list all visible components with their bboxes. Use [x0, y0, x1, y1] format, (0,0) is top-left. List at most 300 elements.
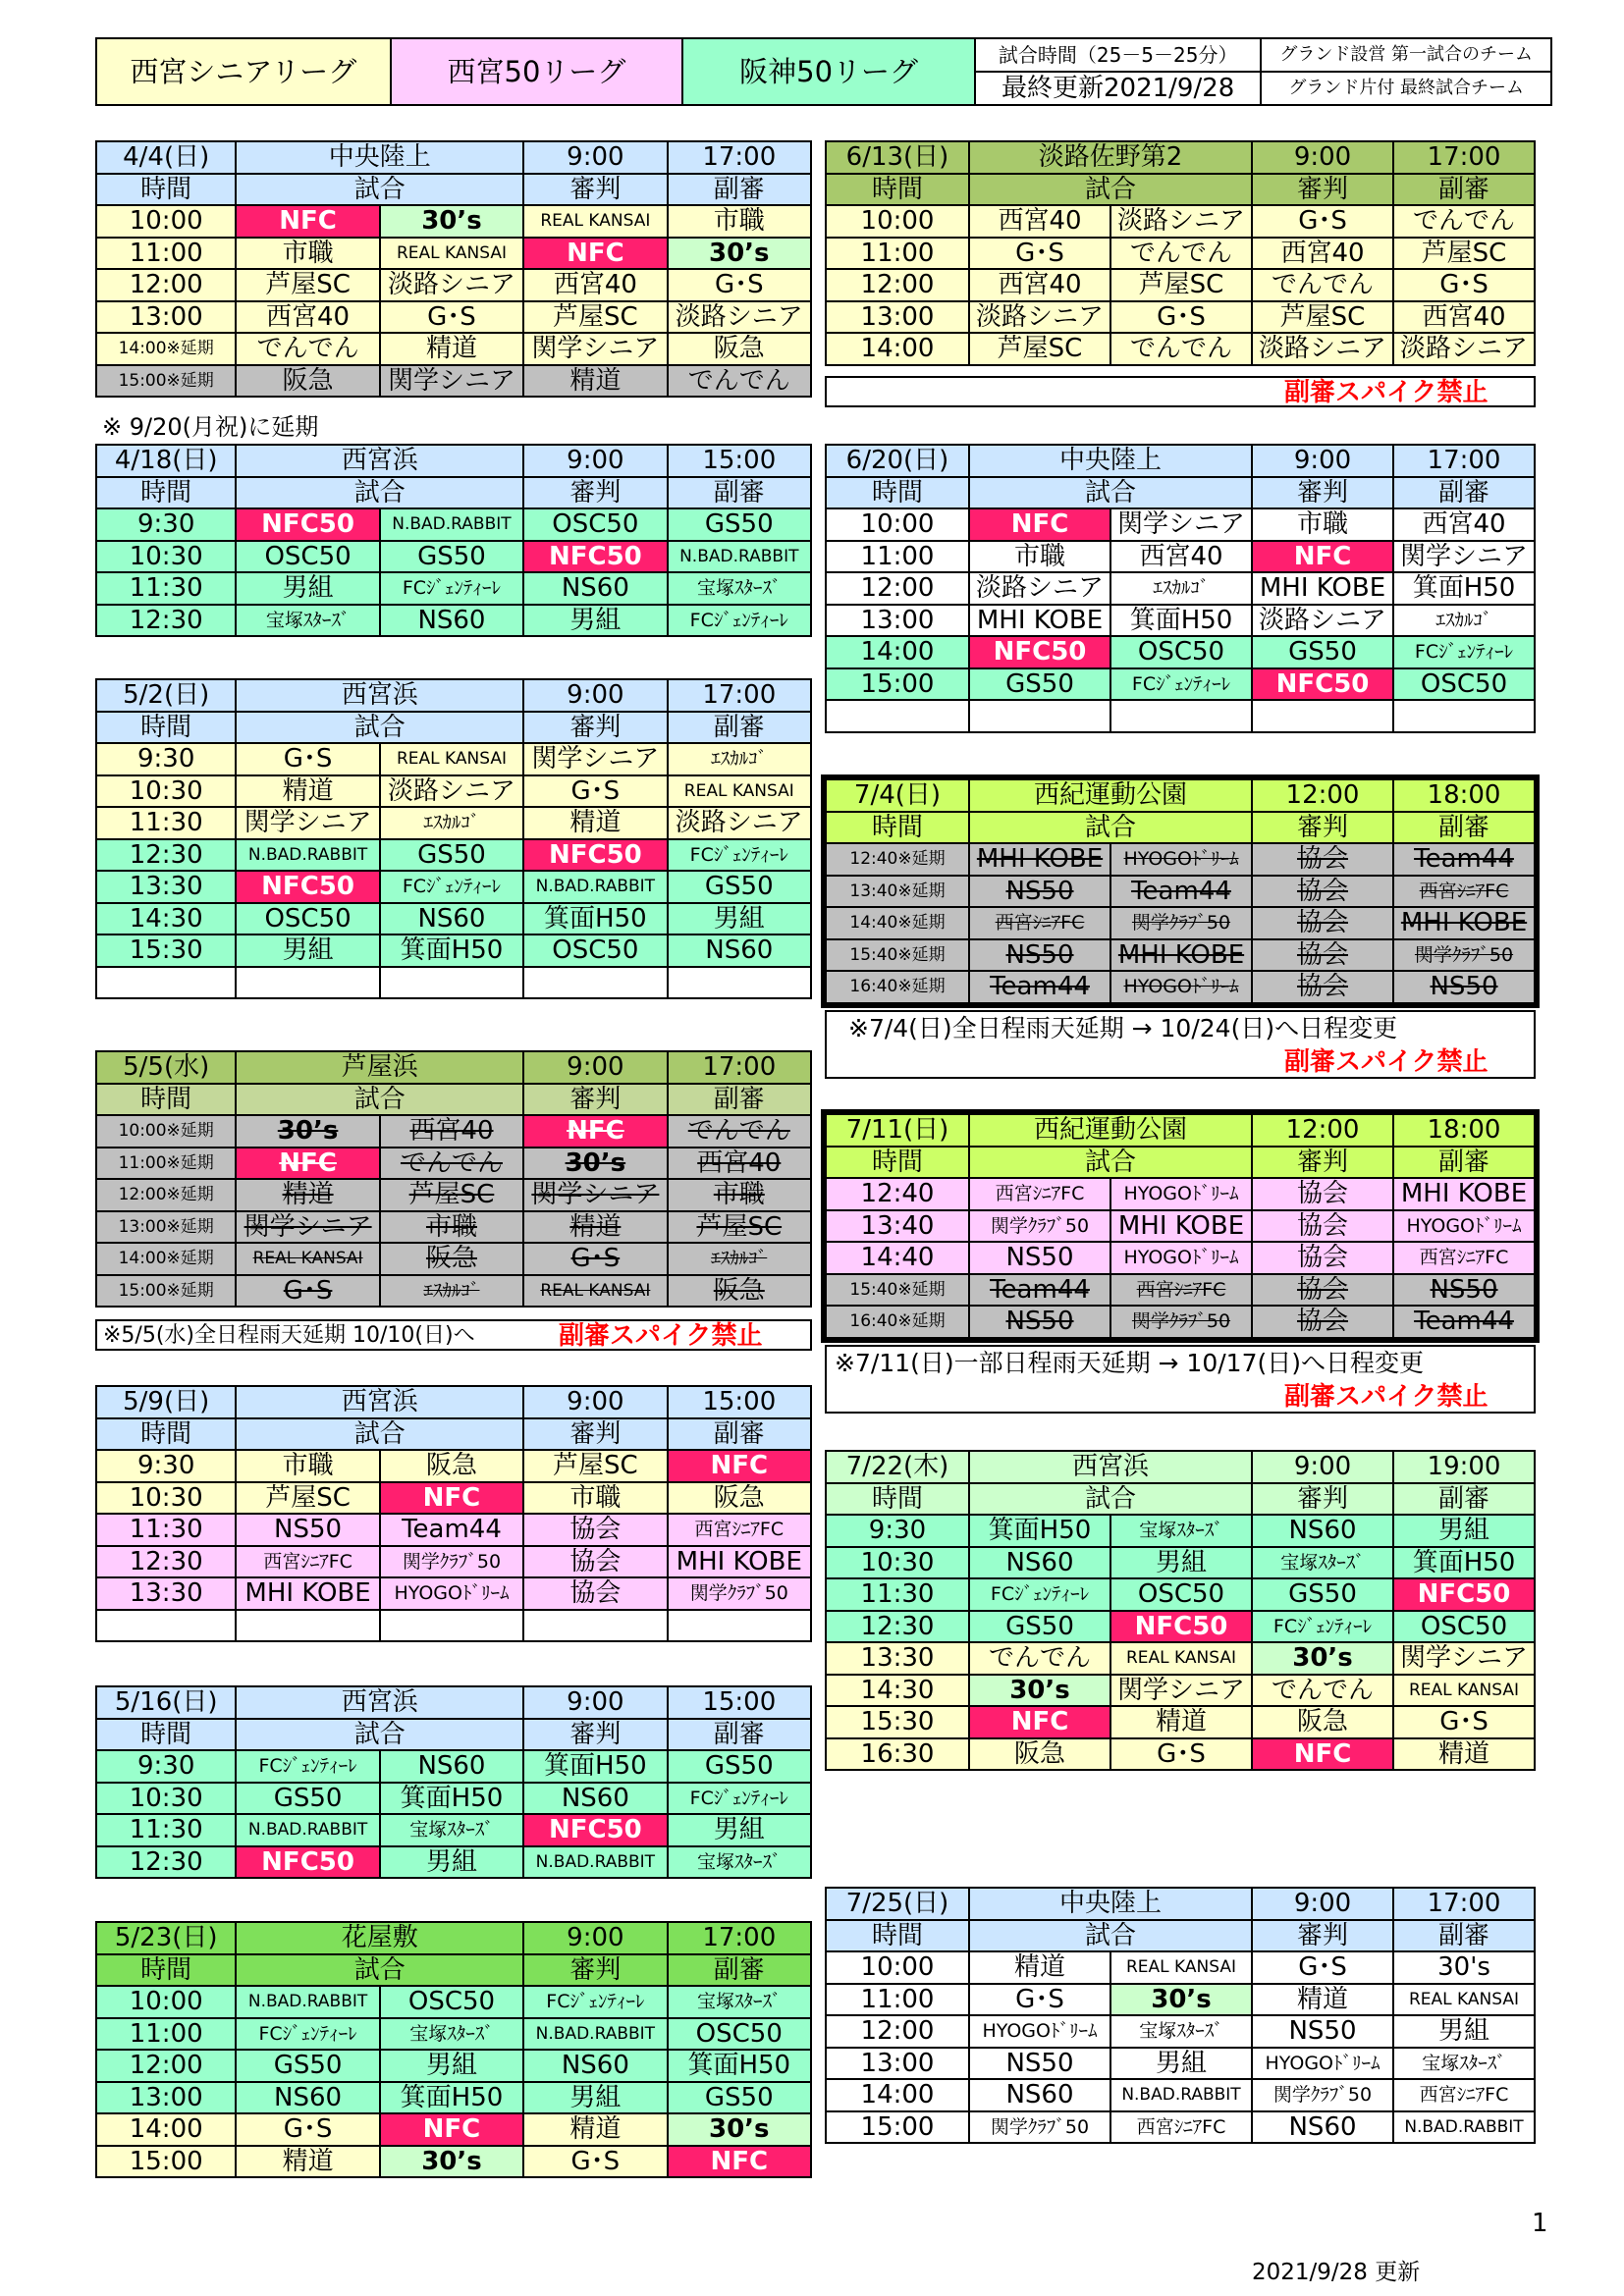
referee-cell: N.BAD.RABBIT [523, 871, 667, 903]
legend-table [95, 37, 1552, 106]
footer-updated: 2021/9/28 更新 [1252, 2260, 1421, 2285]
team-b-cell: 阪急 [380, 1243, 523, 1275]
time-cell: 12:40※延期 [826, 843, 969, 876]
team-b-cell: 関学ｸﾗﾌﾞ50 [1110, 1306, 1252, 1338]
time-cell: 9:30 [826, 1515, 969, 1547]
team-a-cell: 関学シニア [236, 1211, 379, 1244]
assistant-cell: 関学ｸﾗﾌﾞ50 [1393, 939, 1535, 972]
team-a-cell: 芦屋SC [236, 1482, 379, 1515]
assistant-cell: 阪急 [668, 1482, 811, 1515]
start-time: 9:00 [1252, 141, 1393, 174]
table-row [826, 1178, 1535, 1210]
referee-cell: G･S [523, 775, 667, 808]
referee-cell: NS60 [1252, 2111, 1393, 2144]
time-cell [96, 967, 236, 999]
time-cell: 13:00 [826, 2048, 969, 2080]
team-a-cell: N.BAD.RABBIT [236, 839, 379, 872]
table-row [96, 2018, 811, 2051]
start-time: 9:00 [1252, 1888, 1393, 1920]
match-time-label: 試合時間（25－5－25分） [975, 38, 1261, 72]
time-cell: 14:00 [826, 333, 969, 365]
assistant-cell: ｴｽｶﾙｺﾞ [668, 743, 811, 775]
team-b-cell: 関学シニア [1110, 508, 1252, 541]
referee-cell: OSC50 [523, 508, 667, 541]
team-b-cell: 関学シニア [380, 365, 523, 398]
team-a-cell: G･S [969, 238, 1110, 270]
team-b-cell: HYOGOﾄﾞﾘｰﾑ [1110, 1178, 1252, 1210]
team-a-cell: NS60 [236, 2082, 379, 2114]
col-referee-label: 審判 [523, 1719, 667, 1751]
assistant-cell: GS50 [668, 2082, 811, 2114]
table-row [96, 1115, 811, 1148]
schedule-date: 7/4(日) [826, 779, 969, 812]
table-row [96, 1814, 811, 1846]
team-b-cell: REAL KANSAI [1110, 1951, 1252, 1984]
time-cell: 14:00 [826, 636, 969, 668]
team-b-cell: G･S [380, 301, 523, 334]
col-match-label: 試合 [236, 174, 523, 206]
team-b-cell: 芦屋SC [1110, 269, 1252, 301]
team-a-cell: GS50 [969, 668, 1110, 701]
schedule-0516 [95, 1685, 812, 1879]
team-b-cell: 精道 [380, 333, 523, 365]
time-cell: 13:00※延期 [96, 1211, 236, 1244]
team-a-cell: NFC50 [236, 1846, 379, 1879]
assistant-cell: 宝塚ｽﾀｰｽﾞ [1393, 2048, 1535, 2080]
team-b-cell: 西宮40 [380, 1115, 523, 1148]
team-b-cell: 淡路シニア [380, 269, 523, 301]
team-a-cell: NS60 [969, 1547, 1110, 1579]
end-time: 17:00 [668, 141, 811, 174]
assistant-cell: G･S [1393, 1706, 1535, 1738]
time-cell: 10:30 [96, 775, 236, 808]
team-b-cell: N.BAD.RABBIT [1110, 2079, 1252, 2111]
team-a-cell: MHI KOBE [969, 605, 1110, 637]
referee-cell: 協会 [1252, 1210, 1393, 1243]
referee-cell: でんでん [1252, 269, 1393, 301]
table-row [96, 1986, 811, 2018]
table-row [96, 269, 811, 301]
time-cell: 15:00 [96, 2146, 236, 2178]
referee-cell: GS50 [1252, 1578, 1393, 1611]
schedule-0404 [95, 140, 812, 398]
col-time-label: 時間 [96, 477, 236, 509]
table-row [96, 1450, 811, 1482]
time-cell: 13:00 [96, 301, 236, 334]
spike-ban-0613: 副審スパイク禁止 [1284, 378, 1489, 407]
row-spike-0613 [825, 376, 1536, 407]
assistant-cell: でんでん [1393, 205, 1535, 238]
col-referee-label: 審判 [523, 1084, 667, 1116]
team-a-cell: GS50 [236, 2050, 379, 2082]
assistant-cell: NS50 [1393, 1274, 1535, 1307]
schedule-venue: 西宮浜 [969, 1451, 1252, 1483]
referee-cell: 協会 [1252, 876, 1393, 908]
team-a-cell [236, 1610, 379, 1642]
table-row [96, 605, 811, 637]
table-row [826, 2015, 1535, 2048]
team-b-cell: 箕面H50 [380, 934, 523, 967]
team-a-cell: 市職 [236, 238, 379, 270]
team-b-cell: でんでん [380, 1148, 523, 1180]
start-time: 9:00 [523, 1686, 667, 1719]
referee-cell: NS50 [1252, 2015, 1393, 2048]
time-cell: 15:00 [826, 2111, 969, 2144]
referee-cell: 協会 [1252, 971, 1393, 1003]
referee-cell: NS60 [523, 2050, 667, 2082]
time-cell: 16:30 [826, 1738, 969, 1771]
referee-cell: NFC50 [1252, 668, 1393, 701]
col-match-label: 試合 [236, 1418, 523, 1451]
end-time: 15:00 [668, 1686, 811, 1719]
team-b-cell: 淡路シニア [380, 775, 523, 808]
schedule-0505 [95, 1050, 812, 1308]
table-row [96, 2113, 811, 2146]
team-a-cell: 30’s [236, 1115, 379, 1148]
page-number: 1 [1532, 2209, 1548, 2238]
team-a-cell: 西宮40 [969, 269, 1110, 301]
team-b-cell: 西宮40 [1110, 541, 1252, 573]
team-b-cell: NFC [380, 1482, 523, 1515]
table-row [826, 238, 1535, 270]
table-row [826, 1306, 1535, 1338]
schedule-venue: 西宮浜 [236, 1386, 523, 1418]
team-b-cell: ｴｽｶﾙｺﾞ [380, 807, 523, 839]
assistant-cell: 西宮ｼﾆｱFC [668, 1514, 811, 1546]
team-b-cell: 宝塚ｽﾀｰｽﾞ [1110, 1515, 1252, 1547]
team-a-cell: 箕面H50 [969, 1515, 1110, 1547]
col-assistant-label: 副審 [1393, 812, 1535, 844]
referee-cell: N.BAD.RABBIT [523, 2018, 667, 2051]
assistant-cell: NFC [668, 2146, 811, 2178]
assistant-cell: 西宮40 [1393, 508, 1535, 541]
team-b-cell: 箕面H50 [380, 1783, 523, 1815]
team-a-cell: G･S [236, 743, 379, 775]
time-cell: 15:00※延期 [96, 365, 236, 398]
referee-cell: NFC50 [523, 839, 667, 872]
table-row [826, 1951, 1535, 1984]
time-cell: 10:30 [826, 1547, 969, 1579]
col-time-label: 時間 [826, 812, 969, 844]
time-cell: 10:00 [826, 205, 969, 238]
table-row [826, 2048, 1535, 2080]
schedule-venue: 中央陸上 [969, 1888, 1252, 1920]
col-match-label: 試合 [969, 174, 1252, 206]
assistant-cell: MHI KOBE [668, 1546, 811, 1578]
team-b-cell: HYOGOﾄﾞﾘｰﾑ [1110, 971, 1252, 1003]
col-time-label: 時間 [826, 174, 969, 206]
time-cell [826, 700, 969, 732]
table-row [826, 971, 1535, 1003]
time-cell: 10:00 [826, 508, 969, 541]
team-b-cell [1110, 700, 1252, 732]
cleanup-label: グランド片付 最終試合チーム [1261, 72, 1551, 105]
team-a-cell: MHI KOBE [236, 1577, 379, 1610]
time-cell: 13:40 [826, 1210, 969, 1243]
team-b-cell: NS60 [380, 605, 523, 637]
time-cell: 11:30 [96, 1814, 236, 1846]
table-row [96, 1275, 811, 1308]
team-b-cell: ｴｽｶﾙｺﾞ [1110, 572, 1252, 605]
team-a-cell: 西宮40 [236, 301, 379, 334]
team-a-cell: OSC50 [236, 903, 379, 935]
schedule-date: 4/4(日) [96, 141, 236, 174]
team-a-cell: 西宮ｼﾆｱFC [969, 1178, 1110, 1210]
assistant-cell [1393, 700, 1535, 732]
schedule-date: 5/5(水) [96, 1051, 236, 1084]
schedule-date: 5/9(日) [96, 1386, 236, 1418]
table-row [96, 967, 811, 999]
time-cell: 10:00※延期 [96, 1115, 236, 1148]
table-row [826, 1578, 1535, 1611]
assistant-cell: OSC50 [668, 2018, 811, 2051]
col-assistant-label: 副審 [668, 1719, 811, 1751]
time-cell: 12:00 [826, 2015, 969, 2048]
team-a-cell: 市職 [969, 541, 1110, 573]
schedule-0502 [95, 678, 812, 999]
time-cell: 11:00 [96, 2018, 236, 2051]
referee-cell [1252, 700, 1393, 732]
table-row [96, 839, 811, 872]
schedule-date: 5/23(日) [96, 1922, 236, 1954]
time-cell: 15:00※延期 [96, 1275, 236, 1308]
referee-cell: 関学ｸﾗﾌﾞ50 [1252, 2079, 1393, 2111]
table-row [826, 700, 1535, 732]
time-cell: 14:30 [826, 1675, 969, 1707]
referee-cell: NFC [523, 238, 667, 270]
start-time: 9:00 [523, 141, 667, 174]
team-b-cell: Team44 [380, 1514, 523, 1546]
assistant-cell: 市職 [668, 1179, 811, 1211]
time-cell: 10:00 [96, 205, 236, 238]
assistant-cell: でんでん [668, 1115, 811, 1148]
col-assistant-label: 副審 [668, 1954, 811, 1987]
table-row [96, 934, 811, 967]
schedule-0704 [825, 778, 1536, 1004]
referee-cell: NFC50 [523, 1814, 667, 1846]
assistant-cell: 芦屋SC [668, 1211, 811, 1244]
referee-cell: 協会 [1252, 1242, 1393, 1274]
team-b-cell: 関学ｸﾗﾌﾞ50 [380, 1546, 523, 1578]
referee-cell [523, 967, 667, 999]
assistant-cell: 30’s [668, 2113, 811, 2146]
team-a-cell: 30’s [969, 1675, 1110, 1707]
referee-cell: 男組 [523, 2082, 667, 2114]
table-row [826, 1642, 1535, 1675]
table-row [826, 907, 1535, 939]
time-cell: 16:40※延期 [826, 971, 969, 1003]
team-a-cell: NS50 [969, 1242, 1110, 1274]
table-row [96, 205, 811, 238]
table-row [96, 1211, 811, 1244]
table-row [96, 1514, 811, 1546]
team-b-cell: REAL KANSAI [380, 743, 523, 775]
assistant-cell: 宝塚ｽﾀｰｽﾞ [668, 1846, 811, 1879]
assistant-cell: 箕面H50 [668, 2050, 811, 2082]
schedule-0620 [825, 444, 1536, 733]
schedule-0613 [825, 140, 1536, 366]
time-cell: 13:40※延期 [826, 876, 969, 908]
assistant-cell: 西宮ｼﾆｱFC [1393, 2079, 1535, 2111]
start-time: 12:00 [1252, 1114, 1393, 1147]
schedule-date: 6/20(日) [826, 445, 969, 477]
table-row [96, 1783, 811, 1815]
col-time-label: 時間 [826, 1920, 969, 1952]
team-b-cell: GS50 [380, 839, 523, 872]
start-time: 12:00 [1252, 779, 1393, 812]
assistant-cell: 市職 [668, 205, 811, 238]
end-time: 17:00 [668, 1051, 811, 1084]
assistant-cell: GS50 [668, 1750, 811, 1783]
table-row [826, 1611, 1535, 1643]
spike-ban-0505: 副審スパイク禁止 [559, 1321, 763, 1351]
team-b-cell [380, 967, 523, 999]
col-assistant-label: 副審 [1393, 1147, 1535, 1179]
assistant-cell: 関学シニア [1393, 541, 1535, 573]
col-time-label: 時間 [96, 1084, 236, 1116]
time-cell: 11:00 [826, 238, 969, 270]
end-time: 17:00 [668, 1922, 811, 1954]
assistant-cell: 男組 [668, 903, 811, 935]
team-a-cell: NS50 [969, 939, 1110, 972]
team-a-cell: NS50 [969, 2048, 1110, 2080]
time-cell: 11:00※延期 [96, 1148, 236, 1180]
time-cell: 14:00※延期 [96, 333, 236, 365]
team-a-cell: NFC [236, 205, 379, 238]
assistant-cell: 西宮ｼﾆｱFC [1393, 1242, 1535, 1274]
team-b-cell: 阪急 [380, 1450, 523, 1482]
schedule-0523 [95, 1921, 812, 2178]
referee-cell [523, 1610, 667, 1642]
assistant-cell: 淡路シニア [668, 301, 811, 334]
time-cell: 14:00※延期 [96, 1243, 236, 1275]
team-a-cell: 西宮ｼﾆｱFC [236, 1546, 379, 1578]
time-cell: 10:30 [96, 1482, 236, 1515]
team-a-cell: でんでん [969, 1642, 1110, 1675]
end-time: 17:00 [1393, 141, 1535, 174]
team-b-cell: NFC50 [1110, 1611, 1252, 1643]
time-cell: 9:30 [96, 1450, 236, 1482]
team-a-cell: 阪急 [236, 365, 379, 398]
time-cell: 14:00 [96, 2113, 236, 2146]
referee-cell: 西宮40 [1252, 238, 1393, 270]
referee-cell: NFC [1252, 541, 1393, 573]
referee-cell: NS60 [523, 1783, 667, 1815]
table-row [826, 636, 1535, 668]
referee-cell: 淡路シニア [1252, 333, 1393, 365]
time-cell: 14:30 [96, 903, 236, 935]
referee-cell: 協会 [1252, 939, 1393, 972]
table-row [826, 1547, 1535, 1579]
team-a-cell: NFC [969, 1706, 1110, 1738]
team-b-cell: FCｼﾞｪﾝﾃｨｰﾚ [1110, 668, 1252, 701]
time-cell: 13:00 [826, 301, 969, 334]
referee-cell: 精道 [523, 807, 667, 839]
referee-cell: 阪急 [1252, 1706, 1393, 1738]
time-cell: 12:00 [96, 2050, 236, 2082]
assistant-cell: ｴｽｶﾙｺﾞ [668, 1243, 811, 1275]
col-referee-label: 審判 [523, 477, 667, 509]
assistant-cell: 淡路シニア [668, 807, 811, 839]
team-b-cell: NS60 [380, 903, 523, 935]
table-row [826, 541, 1535, 573]
schedule-date: 6/13(日) [826, 141, 969, 174]
col-time-label: 時間 [826, 1483, 969, 1516]
time-cell: 13:30 [826, 1642, 969, 1675]
end-time: 17:00 [1393, 445, 1535, 477]
team-b-cell: Team44 [1110, 876, 1252, 908]
spike-ban-0704: 副審スパイク禁止 [1284, 1047, 1489, 1077]
team-b-cell: OSC50 [380, 1986, 523, 2018]
time-cell: 15:30 [96, 934, 236, 967]
team-b-cell [380, 1610, 523, 1642]
assistant-cell: ｴｽｶﾙｺﾞ [1393, 605, 1535, 637]
col-assistant-label: 副審 [668, 1418, 811, 1451]
team-a-cell: 宝塚ｽﾀｰｽﾞ [236, 605, 379, 637]
assistant-cell: 箕面H50 [1393, 1547, 1535, 1579]
assistant-cell: 関学シニア [1393, 1642, 1535, 1675]
table-row [826, 668, 1535, 701]
team-a-cell: OSC50 [236, 541, 379, 573]
assistant-cell: 30’s [668, 238, 811, 270]
time-cell: 15:40※延期 [826, 939, 969, 972]
referee-cell: 箕面H50 [523, 903, 667, 935]
table-row [96, 775, 811, 808]
team-b-cell: ｴｽｶﾙｺﾞ [380, 1275, 523, 1308]
assistant-cell: NFC [668, 1450, 811, 1482]
col-match-label: 試合 [969, 812, 1252, 844]
team-a-cell: 市職 [236, 1450, 379, 1482]
team-a-cell: G･S [969, 1984, 1110, 2016]
referee-cell: MHI KOBE [1252, 572, 1393, 605]
end-time: 17:00 [1393, 1888, 1535, 1920]
assistant-cell: 男組 [1393, 1515, 1535, 1547]
referee-cell: 市職 [523, 1482, 667, 1515]
col-match-label: 試合 [236, 1084, 523, 1116]
col-match-label: 試合 [236, 1954, 523, 1987]
referee-cell: 協会 [1252, 1274, 1393, 1307]
team-b-cell: 精道 [1110, 1706, 1252, 1738]
time-cell: 11:30 [96, 1514, 236, 1546]
assistant-cell: FCｼﾞｪﾝﾃｨｰﾚ [668, 605, 811, 637]
team-a-cell: NFC50 [236, 508, 379, 541]
assistant-cell: FCｼﾞｪﾝﾃｨｰﾚ [1393, 636, 1535, 668]
referee-cell: 精道 [523, 1211, 667, 1244]
schedule-date: 7/11(日) [826, 1114, 969, 1147]
table-row [96, 365, 811, 398]
assistant-cell: でんでん [668, 365, 811, 398]
row-note-0711 [825, 1345, 1536, 1414]
schedule-venue: 西宮浜 [236, 445, 523, 477]
team-a-cell: 淡路シニア [969, 572, 1110, 605]
assistant-cell: G･S [1393, 269, 1535, 301]
assistant-cell: NFC50 [1393, 1578, 1535, 1611]
time-cell: 14:40※延期 [826, 907, 969, 939]
team-b-cell: FCｼﾞｪﾝﾃｨｰﾚ [380, 572, 523, 605]
team-a-cell: 淡路シニア [969, 301, 1110, 334]
table-row [96, 508, 811, 541]
team-b-cell: 芦屋SC [380, 1179, 523, 1211]
team-a-cell: 男組 [236, 572, 379, 605]
assistant-cell: N.BAD.RABBIT [1393, 2111, 1535, 2144]
schedule-0509 [95, 1385, 812, 1642]
col-assistant-label: 副審 [668, 477, 811, 509]
schedule-date: 5/16(日) [96, 1686, 236, 1719]
start-time: 9:00 [1252, 445, 1393, 477]
time-cell: 9:30 [96, 508, 236, 541]
team-b-cell: でんでん [1110, 238, 1252, 270]
team-b-cell: 箕面H50 [380, 2082, 523, 2114]
